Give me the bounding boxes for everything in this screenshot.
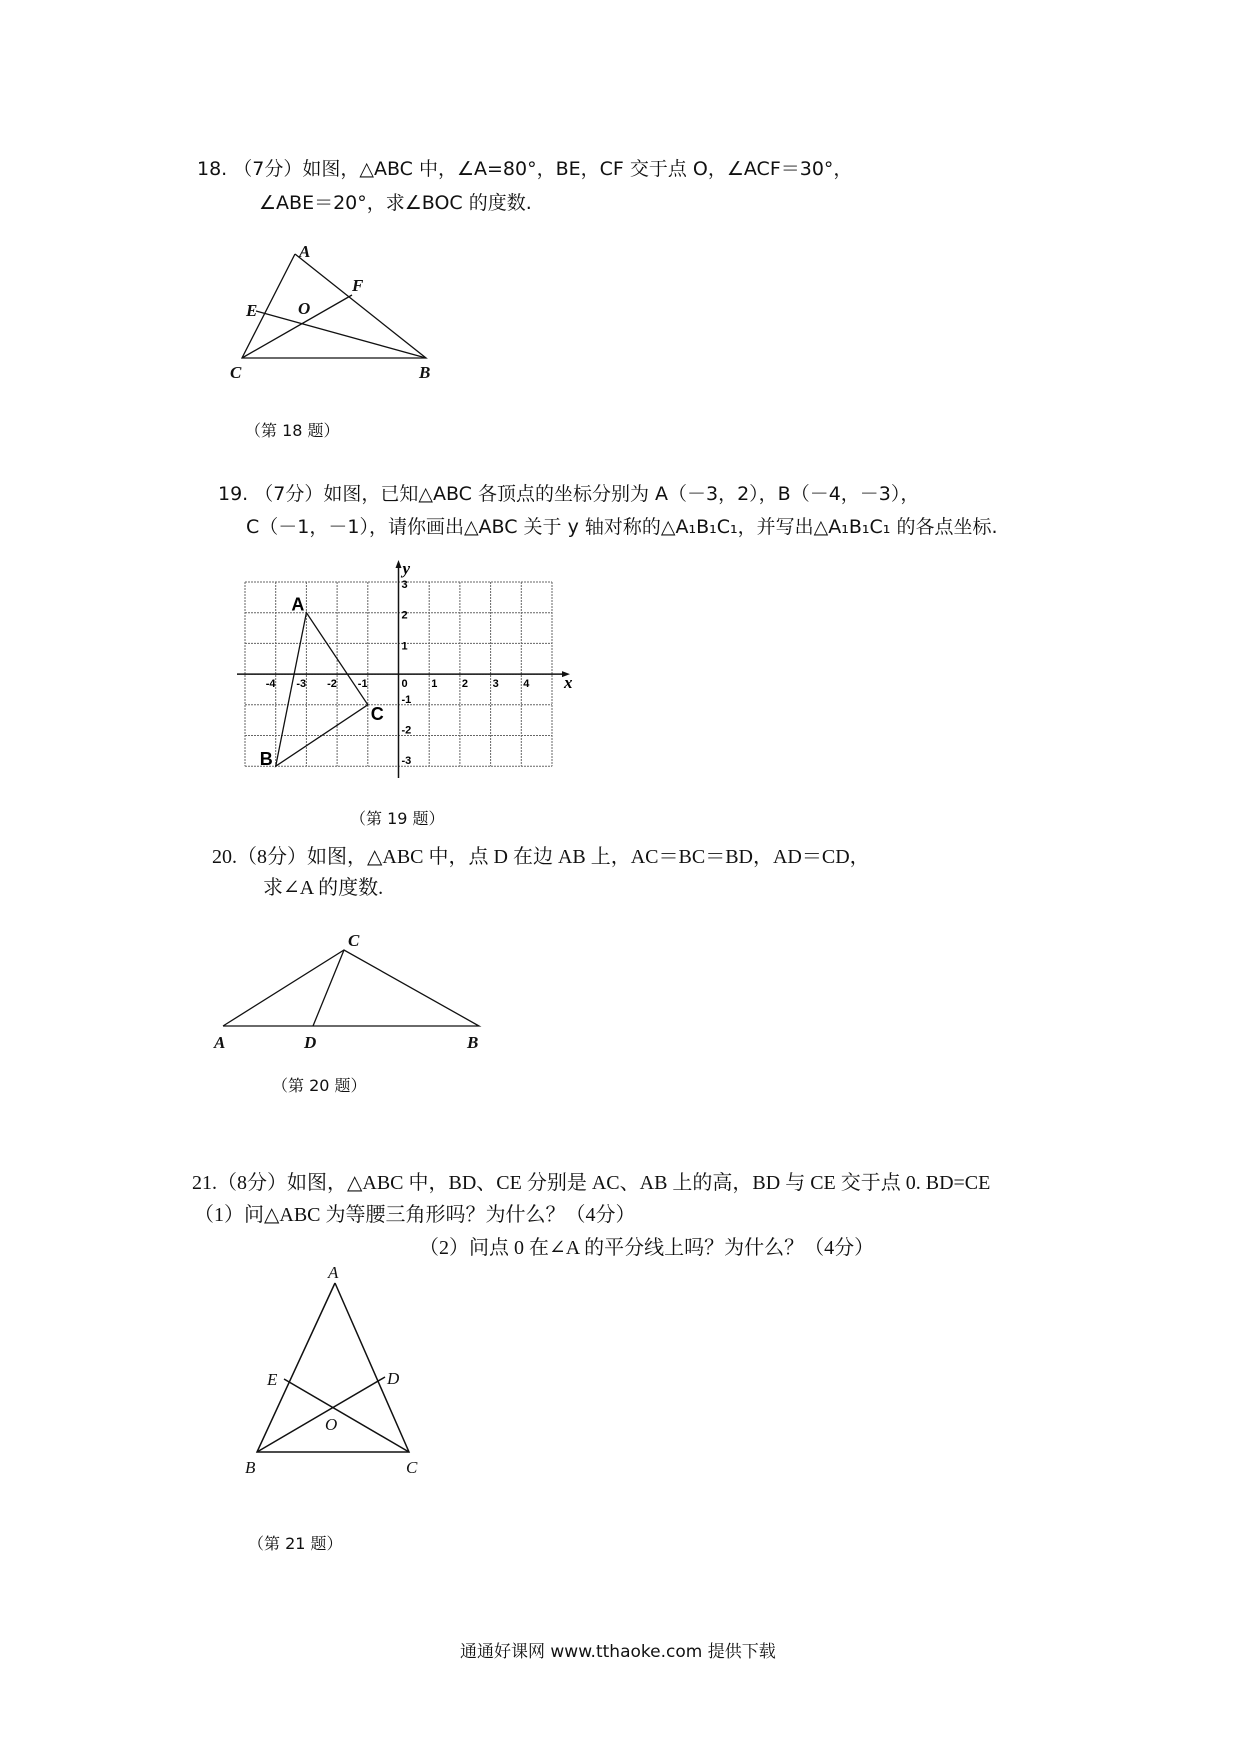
segment-be [256, 311, 426, 358]
y-tick-label: 2 [401, 609, 408, 622]
figure-20 [223, 950, 479, 1026]
q19-caption: （第 19 题） [350, 809, 445, 828]
q20-text-line1: 20.（8分）如图，△ABC 中，点 D 在边 AB 上，AC＝BC＝BD，AD＝CD， [212, 846, 870, 868]
label-c: C [230, 363, 242, 382]
x-tick-label: 2 [461, 678, 469, 691]
label-b: B [245, 1458, 256, 1477]
q20-text-line2: 求∠A 的度数. [263, 877, 384, 899]
q21-text-line2: （1）问△ABC 为等腰三角形吗？为什么？（4分） [194, 1204, 636, 1226]
q19-text-line2: C（－1，－1），请你画出△ABC 关于 y 轴对称的△A₁B₁C₁，并写出△A₁B₁C₁ 的各点坐标. [246, 516, 998, 538]
y-tick-label: 1 [401, 640, 408, 653]
x-tick-label: -4 [265, 678, 276, 691]
q20-caption: （第 20 题） [272, 1076, 367, 1095]
label-e: E [246, 301, 258, 320]
origin-label: 0 [401, 678, 408, 691]
label-f: F [352, 276, 364, 295]
point-c-label: C [370, 703, 384, 724]
q18-caption: （第 18 题） [245, 421, 340, 440]
label-c: C [348, 931, 360, 950]
q21-text-line3: （2）问点 0 在∠A 的平分线上吗？为什么？（4分） [419, 1237, 875, 1259]
point-b-label: B [259, 749, 273, 770]
label-c: C [406, 1458, 418, 1477]
label-b: B [467, 1033, 479, 1052]
y-tick-label: 3 [401, 579, 408, 591]
triangle-abc [276, 613, 368, 767]
segment-ce [284, 1379, 409, 1452]
label-d: D [304, 1033, 317, 1052]
footer-text: 通通好课网 www.tthaoke.com 提供下载 [460, 1642, 776, 1662]
y-axis-label: y [402, 559, 411, 578]
q21-caption: （第 21 题） [248, 1534, 343, 1553]
label-o: O [325, 1415, 338, 1434]
label-a: A [299, 242, 311, 261]
y-tick-label: -1 [401, 693, 412, 706]
x-tick-label: -3 [296, 678, 307, 691]
label-e: E [267, 1370, 278, 1389]
label-a: A [214, 1033, 226, 1052]
q18-text-line1: 18. （7分）如图，△ABC 中，∠A=80°，BE，CF 交于点 O，∠ACF＝30°， [197, 158, 853, 180]
triangle-abc [223, 950, 479, 1026]
label-b: B [419, 363, 431, 382]
figure-18 [242, 254, 426, 358]
q18-text-line2: ∠ABE＝20°，求∠BOC 的度数. [259, 192, 532, 214]
point-a-label: A [291, 594, 305, 615]
label-a: A [328, 1263, 339, 1282]
y-tick-label: -3 [401, 755, 412, 768]
x-axis-label: x [564, 673, 573, 693]
label-d: D [387, 1369, 400, 1388]
y-tick-label: -2 [401, 724, 412, 737]
figure-19-grid [237, 559, 573, 778]
q19-text-line1: 19. （7分）如图，已知△ABC 各顶点的坐标分别为 A（－3，2），B（－4，－3）， [218, 483, 920, 505]
x-tick-label: -2 [327, 678, 337, 691]
y-axis-arrow-icon [396, 560, 402, 568]
segment-cd [313, 950, 344, 1026]
x-tick-label: -1 [357, 678, 368, 691]
x-tick-label: 1 [431, 678, 438, 691]
label-o: O [298, 299, 311, 318]
x-tick-label: 3 [492, 678, 499, 691]
x-tick-label: 4 [523, 678, 530, 691]
q21-text-line1: 21.（8分）如图，△ABC 中，BD、CE 分别是 AC、AB 上的高，BD 与 CE 交于点 0. BD=CE [192, 1172, 991, 1194]
